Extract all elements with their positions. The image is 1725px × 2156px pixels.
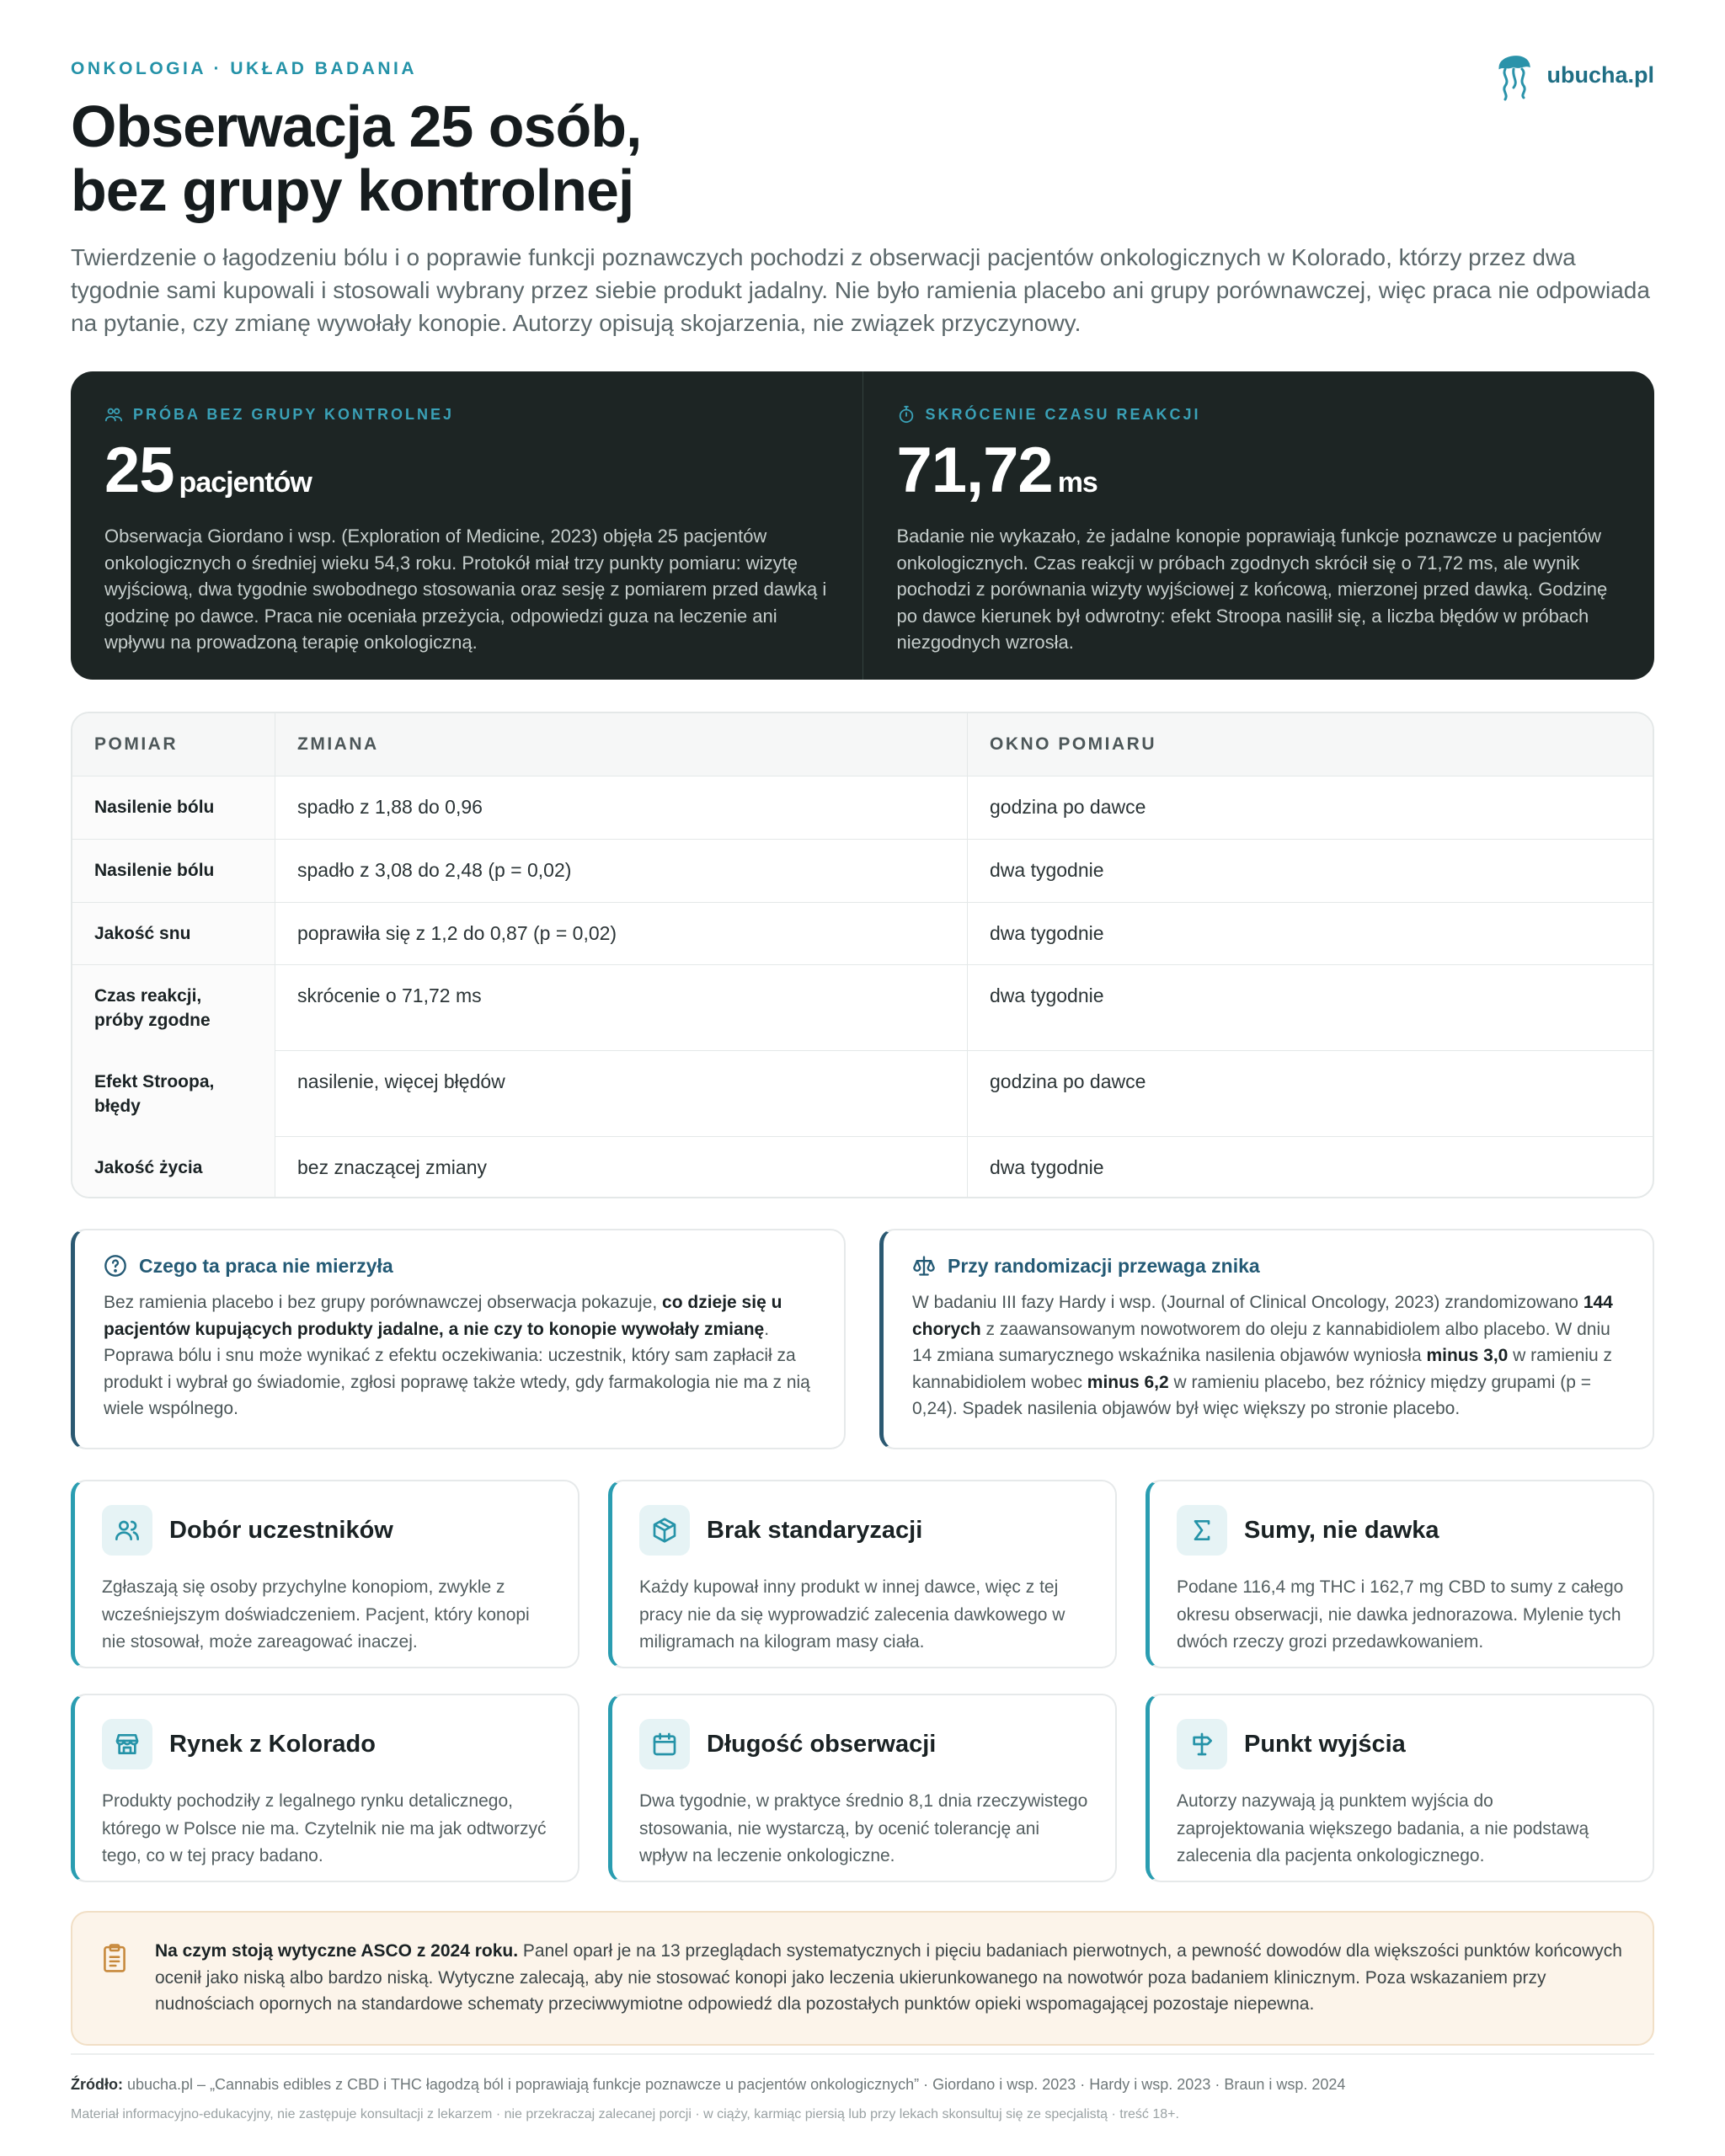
- lead-paragraph: Twierdzenie o łagodzeniu bólu i o poprawie funkcji poznawczych pochodzi z obserwacji pacjentów onkologicznych w Kolorado, którzy przez dwa tygodnie sami kupowali i stosowali wybrany przez siebie produkt jadalny. Nie było ramienia placebo ani grupy porównawczej, więc praca nie odpowiada na pytanie, czy zmianę wywołały konopie. Autorzy opisują skojarzenia, nie związek przyczynowy.: [71, 244, 1650, 336]
- card-text: Zgłaszają się osoby przychylne konopiom, zwykle z wcześniejszym doświadczeniem. Pacjent, który konopi nie stosował, może zareagować inaczej.: [102, 1577, 530, 1652]
- footer: [71, 2053, 1654, 2124]
- notes-row: [71, 1229, 1654, 1449]
- column-header-window: OKNO POMIARU: [967, 713, 1653, 776]
- question-circle-icon: [104, 1254, 127, 1278]
- cell-measure: Efekt Stroopa, błędy: [72, 1051, 275, 1137]
- table-row: [72, 839, 1653, 902]
- asco-callout: [71, 1911, 1654, 2046]
- card-selection: [71, 1480, 579, 1668]
- column-header-change: ZMIANA: [275, 713, 967, 776]
- stat-number: 25: [104, 435, 174, 506]
- stopwatch-icon: [897, 405, 916, 424]
- card-text: Produkty pochodziły z legalnego rynku detalicznego, którego w Polsce nie ma. Czytelnik nie ma jak odtworzyć tego, co w tej pracy badano.: [102, 1791, 547, 1865]
- cell-change: bez znaczącej zmiany: [275, 1137, 967, 1198]
- stats-panel: [71, 371, 1654, 680]
- site-logo[interactable]: [1493, 49, 1655, 101]
- stat-reaction-time: [862, 371, 1655, 680]
- storefront-icon: [114, 1731, 141, 1758]
- stat-description: Badanie nie wykazało, że jadalne konopie poprawiają funkcje poznawcze u pacjentów onkologicznych. Czas reakcji w próbach zgodnych skrócił się o 71,72 ms, ale wynik pochodzi z porównania wizyty wyjściowej z końcową, mierzonej przed dawką. Godzinę po dawce kierunek był odwrotny: efekt Stroopa nasilił się, a liczba błędów w próbach niezgodnych wzrosła.: [896, 526, 1608, 653]
- card-text: Dwa tygodnie, w praktyce średnio 8,1 dnia rzeczywistego stosowania, nie wystarczą, by ocenić tolerancję ani wpływ na leczenie onkologiczne.: [639, 1791, 1088, 1865]
- card-title: Dobór uczestników: [169, 1516, 393, 1544]
- clipboard-icon: [101, 1943, 128, 1973]
- card-standardization: [608, 1480, 1117, 1668]
- stat-label: SKRÓCENIE CZASU REAKCJI: [897, 405, 1621, 424]
- signpost-icon: [1188, 1731, 1215, 1758]
- table-row: [72, 1136, 1653, 1197]
- stat-sample: [71, 371, 862, 680]
- cell-change: spadło z 3,08 do 2,48 (p = 0,02): [275, 840, 967, 902]
- cell-measure: Jakość życia: [72, 1137, 275, 1198]
- card-title: Punkt wyjścia: [1244, 1730, 1406, 1758]
- stat-value: [897, 437, 1621, 504]
- package-icon: [651, 1517, 678, 1544]
- stat-label: PRÓBA BEZ GRUPY KONTROLNEJ: [104, 405, 829, 424]
- card-title: Sumy, nie dawka: [1244, 1516, 1439, 1544]
- table-row: [72, 964, 1653, 1050]
- callout-text: Na czym stoją wytyczne ASCO z 2024 roku. Panel oparł je na 13 przeglądach systematycznych i pięciu badaniach pierwotnych, a pewność dowodów dla większości punktów końcowych ocenił jako niską albo bardzo niską. Wytyczne zalecają, aby nie stosować konopi jako leczenia ukierunkowanego na nowotwór poza badaniem klinicznym. Poza wskazaniem przy nudnościach opornych na standardowe schematy przeciwwymiotne odpowiedź dla pozostałych punktów opieki wspomagającej pozostaje niepewna.: [155, 1941, 1622, 2014]
- title-line-2: bez grupy kontrolnej: [71, 157, 634, 223]
- card-title: Długość obserwacji: [707, 1730, 937, 1758]
- note-randomization: [879, 1229, 1654, 1449]
- people-icon: [104, 405, 123, 424]
- cell-change: nasilenie, więcej błędów: [275, 1051, 967, 1137]
- eyebrow: ONKOLOGIA · UKŁAD BADANIA: [71, 59, 418, 78]
- column-header-measure: POMIAR: [94, 734, 178, 754]
- cell-window: dwa tygodnie: [967, 965, 1653, 1051]
- table-header-row: [72, 713, 1653, 776]
- calendar-icon: [651, 1731, 678, 1758]
- note-text: Bez ramienia placebo i bez grupy porównawczej obserwacja pokazuje, co dzieje się u pacjentów kupujących produkty jadalne, a nie czy to konopie wywołały zmianę. Poprawa bólu i snu może wynikać z efektu oczekiwania: uczestnik, który sam zapłacił za produkt i wybrał go świadomie, zgłosi poprawę także wtedy, gdy farmakologia nie ma z nią wiele wspólnego.: [104, 1293, 810, 1418]
- disclaimer: Materiał informacyjno-edukacyjny, nie zastępuje konsultacji z lekarzem · nie przekraczaj zalecanej porcji · w ciąży, karmiąc piersią lub przy lekach skonsultuj się ze specjalistą · treść 18+.: [71, 2107, 1179, 2121]
- stat-unit: pacjentów: [179, 467, 312, 499]
- title-line-1: Obserwacja 25 osób,: [71, 93, 642, 159]
- table-row: [72, 776, 1653, 839]
- stat-unit: ms: [1057, 467, 1097, 499]
- note-title: Czego ta praca nie mierzyła: [104, 1254, 815, 1278]
- cell-change: spadło z 1,88 do 0,96: [275, 776, 967, 839]
- card-starting-point: [1146, 1694, 1654, 1882]
- table-row: [72, 902, 1653, 964]
- cell-window: dwa tygodnie: [967, 903, 1653, 964]
- stat-description: Obserwacja Giordano i wsp. (Exploration of Medicine, 2023) objęła 25 pacjentów onkologicznych o średniej wieku 54,3 roku. Protokół miał trzy punkty pomiaru: wizytę wyjściową, dwa tygodnie swobodnego stosowania oraz sesję z pomiarem przed dawką i godzinę po dawce. Praca nie oceniała przeżycia, odpowiedzi guza na leczenie ani wpływu na prowadzoną terapię onkologiczną.: [104, 526, 827, 653]
- cell-window: dwa tygodnie: [967, 840, 1653, 902]
- sigma-icon: [1188, 1517, 1215, 1544]
- card-text: Autorzy nazywają ją punktem wyjścia do zaprojektowania większego badania, a nie podstawą zalecenia dla pacjenta onkologicznego.: [1177, 1791, 1589, 1865]
- note-text: W badaniu III fazy Hardy i wsp. (Journal of Clinical Oncology, 2023) zrandomizowano 144 chorych z zaawansowanym nowotworem do oleju z kannabidiolem albo placebo. W dniu 14 zmiana sumarycznego wskaźnika nasilenia objawów wyniosła minus 3,0 w ramieniu z kannabidiolem wobec minus 6,2 w ramieniu placebo, bez różnicy między grupami (p = 0,24). Spadek nasilenia objawów był więc większy po stronie placebo.: [912, 1293, 1613, 1418]
- card-duration: [608, 1694, 1117, 1882]
- stat-value: [104, 437, 829, 504]
- limitations-grid: [71, 1480, 1654, 1882]
- cell-window: godzina po dawce: [967, 776, 1653, 839]
- card-sums: [1146, 1480, 1654, 1668]
- source-line: Źródło: ubucha.pl – „Cannabis edibles z CBD i THC łagodzą ból i poprawiają funkcje poznawcze u pacjentów onkologicznych” · Giordano i wsp. 2023 · Hardy i wsp. 2023 · Braun i wsp. 2024: [71, 2076, 1346, 2093]
- card-title: Rynek z Kolorado: [169, 1730, 376, 1758]
- stat-number: 71,72: [896, 435, 1053, 506]
- card-text: Każdy kupował inny produkt w innej dawce, więc z tej pracy nie da się wyprowadzić zalecenia dawkowego w miligramach na kilogram masy ciała.: [639, 1577, 1065, 1652]
- scales-icon: [912, 1254, 936, 1278]
- cell-measure: Nasilenie bólu: [72, 840, 275, 902]
- cell-change: poprawiła się z 1,2 do 0,87 (p = 0,02): [275, 903, 967, 964]
- cell-measure: Nasilenie bólu: [72, 776, 275, 839]
- note-title: Przy randomizacji przewaga znika: [912, 1254, 1624, 1278]
- users-icon: [114, 1517, 141, 1544]
- cell-window: godzina po dawce: [967, 1051, 1653, 1137]
- cell-measure: Czas reakcji, próby zgodne: [72, 965, 275, 1051]
- card-title: Brak standaryzacji: [707, 1516, 923, 1544]
- table-row: [72, 1050, 1653, 1136]
- card-text: Podane 116,4 mg THC i 162,7 mg CBD to sumy z całego okresu obserwacji, nie dawka jednorazowa. Mylenie tych dwóch rzeczy grozi przedawkowaniem.: [1177, 1577, 1624, 1652]
- card-market: [71, 1694, 579, 1882]
- logo-text: ubucha.pl: [1546, 61, 1654, 88]
- results-table: [71, 712, 1654, 1198]
- note-not-measured: [71, 1229, 846, 1449]
- cell-measure: Jakość snu: [72, 903, 275, 964]
- page-title: [71, 94, 1654, 222]
- jellyfish-logo-icon: [1493, 49, 1535, 101]
- cell-change: skrócenie o 71,72 ms: [275, 965, 967, 1051]
- cell-window: dwa tygodnie: [967, 1137, 1653, 1198]
